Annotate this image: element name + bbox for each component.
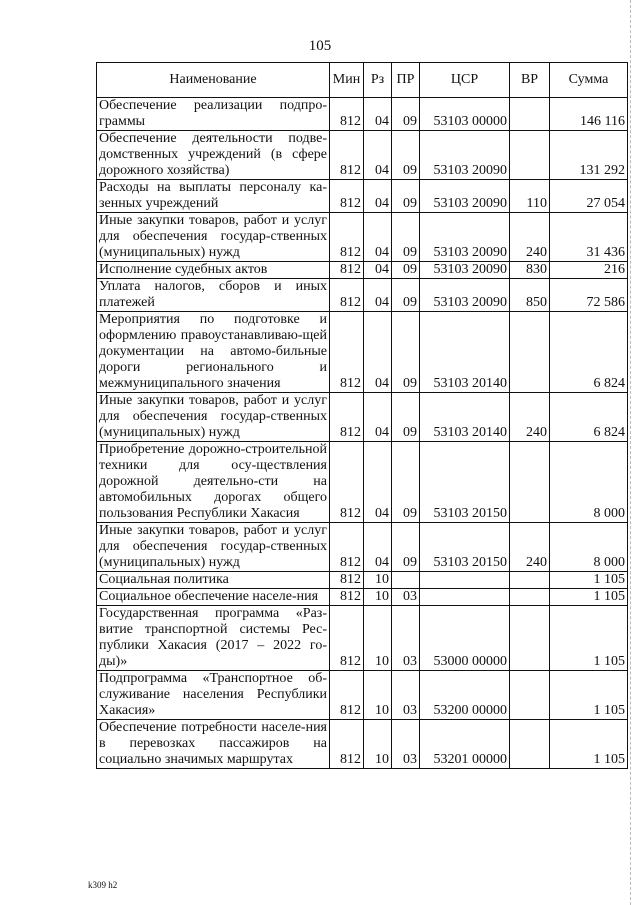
cell-rz: 04 [364,279,392,312]
cell-min: 812 [330,606,364,671]
cell-name: Приобретение дорожно-строительной техники для осу-ществления дорожной деятельно-сти на автомобильных дорогах общего пользования Республики Хакасия [97,442,330,523]
table-row [97,312,628,393]
cell-name: Обеспечение потребности населе-ния в перевозках пассажиров на социально значимых маршрутах [97,720,330,769]
table-row [97,131,628,180]
cell-sum: 146 116 [550,98,628,131]
cell-sum: 1 105 [550,589,628,606]
cell-sum: 27 054 [550,180,628,213]
table-row [97,279,628,312]
cell-rz: 04 [364,98,392,131]
cell-pr [392,572,420,589]
table-row [97,180,628,213]
cell-pr: 09 [392,279,420,312]
cell-min: 812 [330,213,364,262]
cell-min: 812 [330,393,364,442]
cell-pr: 09 [392,312,420,393]
cell-name: Иные закупки товаров, работ и услуг для обеспечения государ-ственных (муниципальных) нужд [97,393,330,442]
cell-rz: 10 [364,606,392,671]
cell-name: Государственная программа «Раз-витие транспортной системы Рес-публики Хакасия (2017 – 2022 го-ды)» [97,606,330,671]
footer-code: k309 h2 [88,880,118,890]
cell-csr [420,572,510,589]
header-sum: Сумма [550,63,628,98]
cell-rz: 10 [364,572,392,589]
cell-csr: 53103 20150 [420,442,510,523]
cell-vr [510,606,550,671]
cell-sum: 6 824 [550,393,628,442]
cell-vr [510,442,550,523]
cell-sum: 1 105 [550,720,628,769]
cell-sum: 1 105 [550,671,628,720]
cell-min: 812 [330,131,364,180]
cell-vr: 240 [510,393,550,442]
table-body [97,98,628,769]
cell-vr: 830 [510,262,550,279]
cell-name: Иные закупки товаров, работ и услуг для обеспечения государ-ственных (муниципальных) нужд [97,523,330,572]
cell-min: 812 [330,262,364,279]
cell-sum: 1 105 [550,606,628,671]
cell-pr: 09 [392,213,420,262]
cell-vr [510,671,550,720]
cell-pr: 09 [392,180,420,213]
cell-name: Социальная политика [97,572,330,589]
cell-rz: 04 [364,312,392,393]
cell-vr: 850 [510,279,550,312]
cell-min: 812 [330,671,364,720]
table-row [97,523,628,572]
cell-pr: 09 [392,442,420,523]
cell-min: 812 [330,180,364,213]
header-pr: ПР [392,63,420,98]
cell-pr: 09 [392,98,420,131]
budget-table [96,62,628,769]
cell-rz: 10 [364,589,392,606]
cell-min: 812 [330,523,364,572]
table-row [97,442,628,523]
cell-rz: 04 [364,180,392,213]
cell-rz: 04 [364,213,392,262]
cell-rz: 04 [364,393,392,442]
table-row [97,262,628,279]
cell-sum: 72 586 [550,279,628,312]
cell-vr [510,312,550,393]
cell-min: 812 [330,589,364,606]
cell-csr [420,589,510,606]
table-row [97,671,628,720]
table-row [97,589,628,606]
cell-sum: 8 000 [550,442,628,523]
cell-vr [510,131,550,180]
cell-min: 812 [330,572,364,589]
cell-vr [510,720,550,769]
cell-vr [510,98,550,131]
header-vr: ВР [510,63,550,98]
cell-name: Расходы на выплаты персоналу ка-зенных учреждений [97,180,330,213]
cell-csr: 53103 20090 [420,213,510,262]
cell-name: Иные закупки товаров, работ и услуг для обеспечения государ-ственных (муниципальных) нужд [97,213,330,262]
cell-sum: 131 292 [550,131,628,180]
cell-rz: 04 [364,131,392,180]
header-row [97,63,628,98]
cell-name: Обеспечение деятельности подве-домственных учреждений (в сфере дорожного хозяйства) [97,131,330,180]
cell-pr: 03 [392,589,420,606]
cell-csr: 53000 00000 [420,606,510,671]
scan-edge-line [630,0,631,905]
cell-min: 812 [330,279,364,312]
cell-pr: 03 [392,720,420,769]
cell-vr: 240 [510,523,550,572]
cell-sum: 31 436 [550,213,628,262]
cell-pr: 09 [392,393,420,442]
header-csr: ЦСР [420,63,510,98]
cell-csr: 53103 20140 [420,312,510,393]
table-row [97,98,628,131]
cell-name: Уплата налогов, сборов и иных платежей [97,279,330,312]
header-name: Наименование [97,63,330,98]
table-row [97,720,628,769]
cell-vr [510,572,550,589]
cell-csr: 53103 20140 [420,393,510,442]
cell-rz: 10 [364,720,392,769]
cell-pr: 09 [392,523,420,572]
cell-csr: 53103 00000 [420,98,510,131]
cell-pr: 09 [392,262,420,279]
header-min: Мин [330,63,364,98]
cell-min: 812 [330,442,364,523]
table-row [97,213,628,262]
cell-sum: 216 [550,262,628,279]
cell-rz: 04 [364,523,392,572]
cell-name: Обеспечение реализации подпро-граммы [97,98,330,131]
cell-rz: 04 [364,442,392,523]
cell-name: Социальное обеспечение населе-ния [97,589,330,606]
cell-csr: 53201 00000 [420,720,510,769]
cell-sum: 1 105 [550,572,628,589]
page-number: 105 [308,38,332,54]
cell-csr: 53103 20090 [420,180,510,213]
cell-pr: 03 [392,671,420,720]
cell-csr: 53200 00000 [420,671,510,720]
table-row [97,572,628,589]
cell-sum: 6 824 [550,312,628,393]
table-row [97,606,628,671]
cell-csr: 53103 20090 [420,279,510,312]
cell-min: 812 [330,98,364,131]
cell-pr: 03 [392,606,420,671]
cell-name: Исполнение судебных актов [97,262,330,279]
cell-sum: 8 000 [550,523,628,572]
cell-pr: 09 [392,131,420,180]
cell-csr: 53103 20150 [420,523,510,572]
cell-vr [510,589,550,606]
cell-csr: 53103 20090 [420,262,510,279]
cell-name: Подпрограмма «Транспортное об-служивание населения Республики Хакасия» [97,671,330,720]
cell-rz: 04 [364,262,392,279]
header-rz: Рз [364,63,392,98]
cell-min: 812 [330,720,364,769]
cell-vr: 240 [510,213,550,262]
cell-min: 812 [330,312,364,393]
cell-name: Мероприятия по подготовке и оформлению правоустанавливаю-щей документации на автомо-бильные дороги регионального и межмуниципального значения [97,312,330,393]
table-header [97,63,628,98]
cell-vr: 110 [510,180,550,213]
cell-rz: 10 [364,671,392,720]
cell-csr: 53103 20090 [420,131,510,180]
table-row [97,393,628,442]
